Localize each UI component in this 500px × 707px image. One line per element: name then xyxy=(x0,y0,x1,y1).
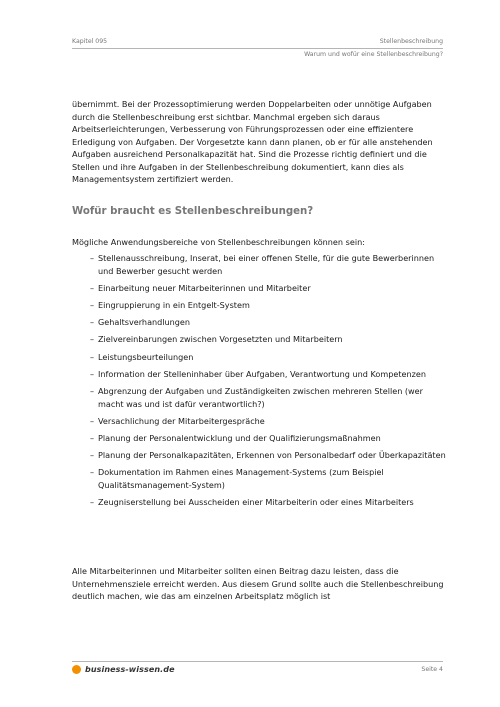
dash-bullet: – xyxy=(90,450,95,461)
dash-bullet: – xyxy=(90,415,95,426)
chapter-label: Kapitel 095 xyxy=(72,38,108,45)
page-header xyxy=(72,38,443,45)
dash-bullet: – xyxy=(90,253,95,263)
footer-logo[interactable] xyxy=(72,665,175,674)
paragraph-continued: übernimmt. Bei der Prozessoptimierung werden Doppelarbeiten oder unnötige Aufgaben durch die Stellenbeschreibung erst sichtbar. Manchmal ergeben sich daraus Arbeitserleichterungen, Verbesserung von Führungsprozessen oder eine effizientere Erledigung von Aufgaben. Der Vorgesetzte kann dann planen, ob er für alle anstehenden Aufgaben ausreichend Personalkapazität hat. Sind die Prozesse richtig definiert und die Stellen und ihre Aufgaben in der Stellenbeschreibung dokumentiert, kann dies als Managementsystem zertifiziert werden. xyxy=(72,99,433,184)
dash-bullet: – xyxy=(90,432,95,443)
document-subtitle: Warum und wofür eine Stellenbeschreibung? xyxy=(304,51,443,58)
list-item xyxy=(90,449,446,462)
logo-text: business-wissen.de xyxy=(85,665,175,674)
list-item-text: Versachlichung der Mitarbeitergespräche xyxy=(98,415,265,426)
list-item xyxy=(90,368,446,381)
dash-bullet: – xyxy=(90,317,95,328)
paragraph-closing: Alle Mitarbeiterinnen und Mitarbeiter sollten einen Beitrag dazu leisten, dass die Unternehmensziele erreicht werden. Aus diesem Grund sollte auch die Stellenbeschreibung deutlich machen, wie das am einzelnen Arbeitsplatz möglich ist xyxy=(72,566,444,601)
list-item-text: Leistungsbeurteilungen xyxy=(98,351,194,362)
list-item xyxy=(90,351,446,364)
footer-divider xyxy=(72,661,443,662)
list-intro: Mögliche Anwendungsbereiche von Stellenbeschreibungen können sein: xyxy=(72,237,365,247)
list-item-text: Eingruppierung in ein Entgelt-System xyxy=(98,299,250,310)
list-item xyxy=(90,466,446,491)
page-number: Seite 4 xyxy=(421,666,443,673)
list-item xyxy=(90,415,446,428)
dash-bullet: – xyxy=(90,299,95,310)
application-list xyxy=(90,252,446,513)
dash-bullet: – xyxy=(90,497,95,508)
dash-bullet: – xyxy=(90,351,95,362)
list-item xyxy=(90,299,446,312)
list-item-text: Zielvereinbarungen zwischen Vorgesetzten und Mitarbeitern xyxy=(98,334,343,345)
list-item-text: Gehaltsverhandlungen xyxy=(98,317,191,328)
list-item-text: Abgrenzung der Aufgaben und Zuständigkeiten zwischen mehreren Stellen (wer macht was und ist dafür verantwortlich?) xyxy=(98,385,423,409)
header-divider xyxy=(72,48,443,49)
list-item xyxy=(90,252,446,277)
dash-bullet: – xyxy=(90,368,95,379)
dash-bullet: – xyxy=(90,385,95,396)
list-item-text: Planung der Personalkapazitäten, Erkennen von Personalbedarf oder Überkapazitäten xyxy=(98,450,446,461)
dash-bullet: – xyxy=(90,467,95,478)
list-item xyxy=(90,385,446,410)
dash-bullet: – xyxy=(90,282,95,293)
dash-bullet: – xyxy=(90,334,95,345)
list-item xyxy=(90,282,446,295)
list-item-text: Einarbeitung neuer Mitarbeiterinnen und Mitarbeiter xyxy=(98,282,311,293)
list-item-text: Stellenausschreibung, Inserat, bei einer offenen Stelle, für die gute Bewerberinnen und Bewerber gesucht werden xyxy=(98,253,435,276)
list-item xyxy=(90,496,446,509)
list-item-text: Planung der Personalentwicklung und der Qualifizierungsmaßnahmen xyxy=(98,432,381,443)
list-item xyxy=(90,333,446,346)
list-item-text: Information der Stelleninhaber über Aufgaben, Verantwortung und Kompetenzen xyxy=(98,368,426,379)
list-item-text: Dokumentation im Rahmen eines Management-Systems (zum Beispiel Qualitätsmanagement-System) xyxy=(98,467,384,490)
list-item xyxy=(90,432,446,445)
logo-dot-icon xyxy=(72,665,81,674)
document-title: Stellenbeschreibung xyxy=(379,38,443,45)
list-item-text: Zeugniserstellung bei Ausscheiden einer Mitarbeiterin oder eines Mitarbeiters xyxy=(98,497,414,508)
list-item xyxy=(90,316,446,329)
section-heading: Wofür braucht es Stellenbeschreibungen? xyxy=(72,206,314,217)
